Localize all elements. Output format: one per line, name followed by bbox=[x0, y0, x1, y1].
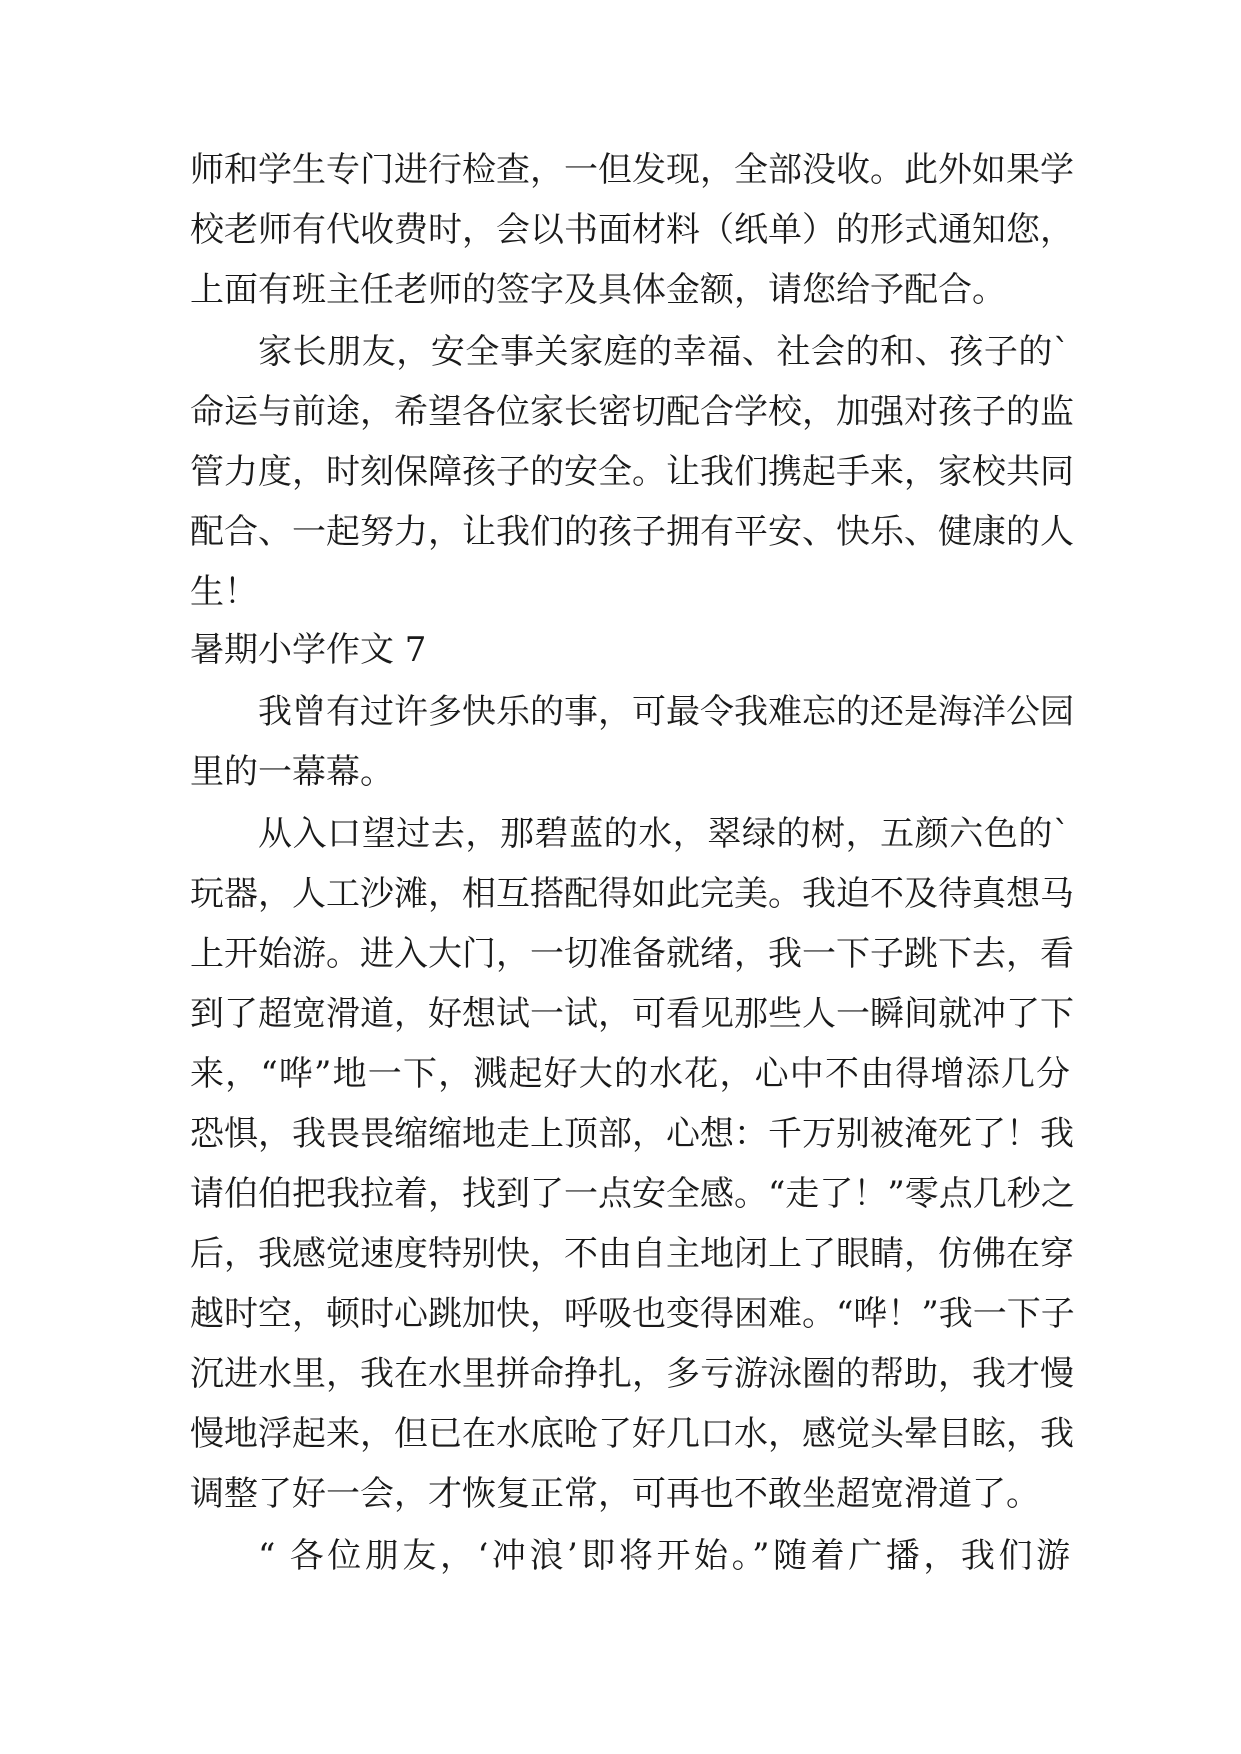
paragraph-4-line-12: 调整了好一会，才恢复正常，可再也不敢坐超宽滑道了。 bbox=[190, 1474, 1040, 1514]
paragraph-2-line-4: 配合、一起努力，让我们的孩子拥有平安、快乐、健康的人 bbox=[190, 512, 1074, 552]
paragraph-2-line-2: 命运与前途，希望各位家长密切配合学校，加强对孩子的监 bbox=[190, 392, 1074, 432]
paragraph-1-line-1: 师和学生专门进行检查，一但发现，全部没收。此外如果学 bbox=[190, 150, 1074, 190]
paragraph-2-line-5: 生！ bbox=[190, 572, 258, 612]
paragraph-1-line-2: 校老师有代收费时，会以书面材料（纸单）的形式通知您， bbox=[190, 210, 1074, 250]
paragraph-3-line-2: 里的一幕幕。 bbox=[190, 752, 394, 792]
paragraph-4-line-6: 恐惧，我畏畏缩缩地走上顶部，心想：千万别被淹死了！我 bbox=[190, 1114, 1074, 1154]
paragraph-4-line-5: 来，“哗”地一下，溅起好大的水花，心中不由得增添几分 bbox=[190, 1054, 1070, 1094]
paragraph-5-line-1: “ 各位朋友，‘冲浪’即将开始。”随着广播，我们游 bbox=[258, 1536, 1070, 1576]
paragraph-3-line-1: 我曾有过许多快乐的事，可最令我难忘的还是海洋公园 bbox=[258, 692, 1074, 732]
paragraph-2-line-3: 管力度，时刻保障孩子的安全。让我们携起手来，家校共同 bbox=[190, 452, 1074, 492]
paragraph-4-line-1: 从入口望过去，那碧蓝的水，翠绿的树，五颜六色的` bbox=[258, 814, 1070, 854]
paragraph-4-line-4: 到了超宽滑道，好想试一试，可看见那些人一瞬间就冲了下 bbox=[190, 994, 1074, 1034]
paragraph-4-line-8: 后，我感觉速度特别快，不由自主地闭上了眼睛，仿佛在穿 bbox=[190, 1234, 1074, 1274]
paragraph-4-line-11: 慢地浮起来，但已在水底呛了好几口水，感觉头晕目眩，我 bbox=[190, 1414, 1074, 1454]
section-heading: 暑期小学作文 7 bbox=[190, 630, 427, 670]
paragraph-4-line-10: 沉进水里，我在水里拼命挣扎，多亏游泳圈的帮助，我才慢 bbox=[190, 1354, 1074, 1394]
paragraph-4-line-9: 越时空，顿时心跳加快，呼吸也变得困难。“哗！”我一下子 bbox=[190, 1294, 1075, 1334]
paragraph-4-line-7: 请伯伯把我拉着，找到了一点安全感。“走了！”零点几秒之 bbox=[190, 1174, 1075, 1214]
paragraph-4-line-2: 玩器，人工沙滩，相互搭配得如此完美。我迫不及待真想马 bbox=[190, 874, 1074, 914]
paragraph-1-line-3: 上面有班主任老师的签字及具体金额，请您给予配合。 bbox=[190, 270, 1006, 310]
paragraph-2-line-1: 家长朋友，安全事关家庭的幸福、社会的和、孩子的` bbox=[258, 332, 1070, 372]
paragraph-4-line-3: 上开始游。进入大门，一切准备就绪，我一下子跳下去，看 bbox=[190, 934, 1074, 974]
